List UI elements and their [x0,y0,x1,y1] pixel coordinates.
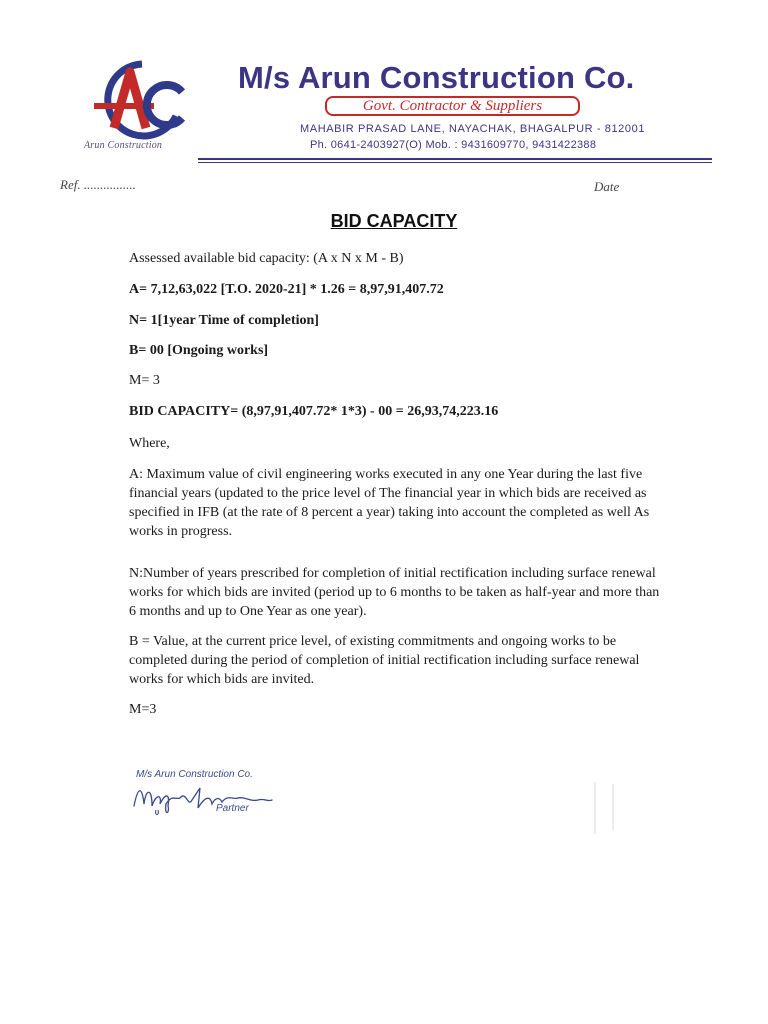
formula-line: Assessed available bid capacity: (A x N x M - B) [129,251,404,266]
value-m-line: M= 3 [129,373,160,388]
company-tagline: Govt. Contractor & Suppliers [325,96,580,116]
letterhead-rule [198,158,712,160]
company-logo [84,56,194,140]
definition-n: N:Number of years prescribed for completion of initial rectification including surface renewal works for which bids are invited (period up to 6 months to be taken as half-year and more than 6 months and up to One Year as one year). [129,566,660,619]
company-phone: Ph. 0641-2403927(O) Mob. : 9431609770, 9431422388 [310,139,597,151]
definition-b: B = Value, at the current price level, of existing commitments and ongoing works to be completed during the period of completion of initial rectification including surface renewal works for which bids are invited. [129,634,640,687]
date-field: Date [594,179,620,194]
document-title: BID CAPACITY [330,211,458,231]
definition-a: A: Maximum value of civil engineering works executed in any one Year during the last five financial years (updated to the price level of The financial year in which bids are received as specified in IFB (at the rate of 8 percent a year) taking into account the completed as well As works in progress. [129,467,650,539]
letterhead-rule-thin [198,162,712,163]
faint-mark [585,778,625,838]
handwritten-signature [130,780,275,816]
company-name: M/s Arun Construction Co. [238,60,635,95]
value-n-line: N= 1[1year Time of completion] [129,313,319,328]
signature-role: Partner [216,803,249,814]
company-address: MAHABIR PRASAD LANE, NAYACHAK, BHAGALPUR - 812001 [300,123,646,135]
value-a-line: A= 7,12,63,022 [T.O. 2020-21] * 1.26 = 8,97,91,407.72 [129,282,444,297]
where-label: Where, [129,436,170,451]
value-m-final: M=3 [129,702,157,717]
value-b-line: B= 00 [Ongoing works] [129,343,269,358]
reference-field: Ref. ................ [60,177,136,192]
bid-capacity-line: BID CAPACITY= (8,97,91,407.72* 1*3) - 00 = 26,93,74,223.16 [129,404,499,419]
signature-company: M/s Arun Construction Co. [136,769,253,780]
logo-caption: Arun Construction [84,140,163,151]
